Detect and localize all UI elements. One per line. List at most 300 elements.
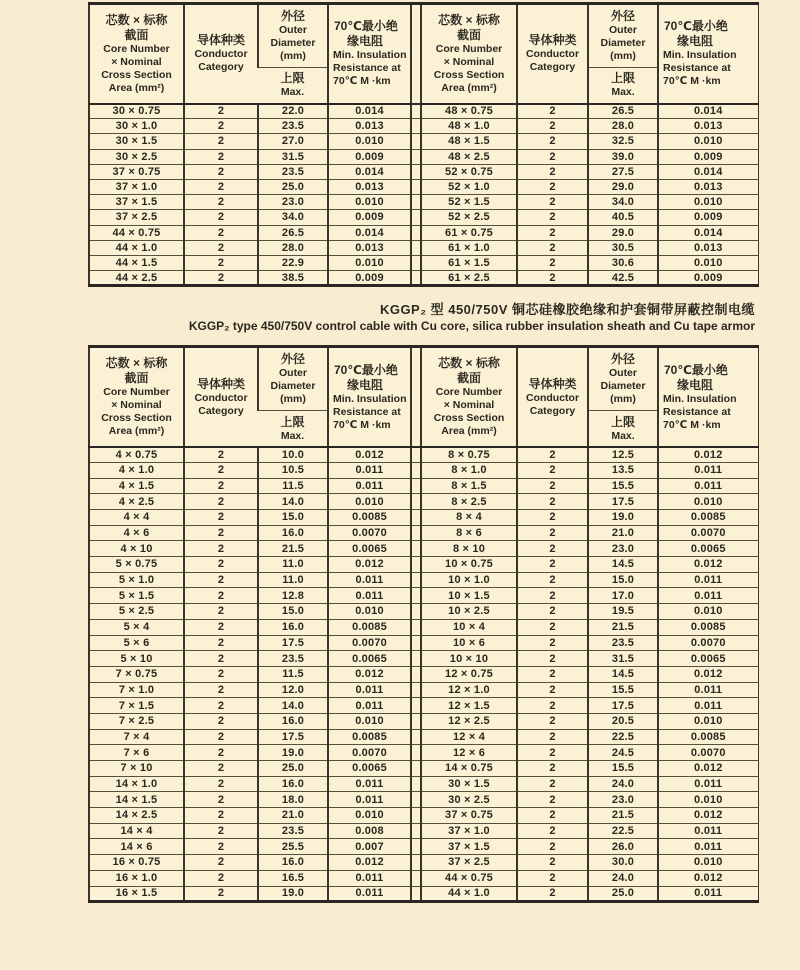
cell-core-size: 5 × 1.0 [89,572,184,588]
spacer-cell [411,134,421,149]
table-row [89,255,758,270]
cell-core-size: 14 × 6 [89,839,184,855]
header-conductor-en: Category [198,404,244,417]
header-conductor-en: Category [198,61,244,74]
table-row [89,635,758,651]
cell-outer-diameter-max: 31.5 [258,149,328,164]
cell-core-size: 30 × 1.0 [89,119,184,134]
cell-outer-diameter-max: 19.0 [588,510,658,526]
cell-outer-diameter-max: 42.5 [588,271,658,286]
cell-conductor-category: 2 [184,604,258,620]
cell-core-size: 4 × 6 [89,525,184,541]
cell-outer-diameter-max: 23.5 [258,164,328,179]
cell-min-insulation-resistance: 0.010 [328,195,411,210]
table-row [89,225,758,240]
header-resistance-zh: 缘电阻 [347,34,384,49]
cell-conductor-category: 2 [184,557,258,573]
spacer-cell [411,604,421,620]
cell-core-size: 44 × 1.0 [421,886,517,902]
cell-min-insulation-resistance: 0.010 [658,134,758,149]
cell-core-size: 52 × 2.5 [421,210,517,225]
cell-core-size: 30 × 1.5 [421,776,517,792]
cell-min-insulation-resistance: 0.009 [328,149,411,164]
cell-core-size: 44 × 1.5 [89,255,184,270]
spacer-cell [411,635,421,651]
header-core-en: × Nominal [111,55,162,68]
header-core-en: Cross Section [433,412,505,424]
header-resistance-zh: 70℃最小绝 [664,19,728,34]
cell-outer-diameter-max: 11.0 [258,572,328,588]
cell-conductor-category: 2 [184,447,258,463]
cell-outer-diameter-max: 19.0 [258,886,328,902]
cell-core-size: 30 × 2.5 [89,149,184,164]
table-row [89,870,758,886]
cell-core-size: 52 × 1.0 [421,179,517,194]
header-resistance-en: Min. Insulation [333,49,407,62]
cell-core-size: 10 × 10 [421,651,517,667]
cell-outer-diameter-max: 26.5 [588,104,658,119]
header-resistance-zh: 70℃最小绝 [664,362,728,377]
cell-min-insulation-resistance: 0.0070 [658,635,758,651]
cell-outer-diameter-max: 14.5 [588,557,658,573]
header-core-en: Cross Section [101,68,172,81]
cell-outer-diameter-max: 30.0 [588,855,658,871]
cell-conductor-category: 2 [517,713,588,729]
cell-core-size: 4 × 4 [89,510,184,526]
cell-min-insulation-resistance: 0.012 [658,557,758,573]
cell-min-insulation-resistance: 0.0070 [328,745,411,761]
cell-core-size: 48 × 1.0 [421,119,517,134]
cell-min-insulation-resistance: 0.008 [328,823,411,839]
cell-conductor-category: 2 [517,855,588,871]
header-core-en: Area (mm²) [108,425,165,437]
table-row [89,462,758,478]
cell-conductor-category: 2 [517,462,588,478]
cell-core-size: 14 × 2.5 [89,808,184,824]
cell-conductor-category: 2 [517,619,588,635]
cell-conductor-category: 2 [184,510,258,526]
cell-min-insulation-resistance: 0.011 [658,462,758,478]
cell-core-size: 12 × 1.5 [421,698,517,714]
header-min-insulation-resistance [328,4,411,104]
cell-outer-diameter-max: 28.0 [588,119,658,134]
cell-min-insulation-resistance: 0.011 [658,682,758,698]
cell-conductor-category: 2 [517,494,588,510]
cell-outer-diameter-max: 21.0 [258,808,328,824]
cell-conductor-category: 2 [184,541,258,557]
cell-min-insulation-resistance: 0.011 [658,588,758,604]
spacer-cell [411,104,421,119]
cell-min-insulation-resistance: 0.0085 [658,729,758,745]
cell-conductor-category: 2 [184,635,258,651]
cell-conductor-category: 2 [184,462,258,478]
cell-min-insulation-resistance: 0.011 [328,792,411,808]
cell-conductor-category: 2 [517,588,588,604]
cell-conductor-category: 2 [517,698,588,714]
header-core-en: × Nominal [443,399,495,411]
cell-min-insulation-resistance: 0.013 [328,179,411,194]
cable-spec-table-upper [88,2,757,287]
cell-core-size: 5 × 4 [89,619,184,635]
header-diameter-en: (mm) [610,393,636,406]
cell-conductor-category: 2 [517,572,588,588]
cell-min-insulation-resistance: 0.010 [658,604,758,620]
header-resistance-zh: 70℃最小绝 [334,362,398,377]
cell-min-insulation-resistance: 0.009 [658,149,758,164]
cell-min-insulation-resistance: 0.009 [328,271,411,286]
cell-conductor-category: 2 [184,729,258,745]
header-conductor-en: Conductor [194,391,248,404]
cell-min-insulation-resistance: 0.012 [328,666,411,682]
header-max-zh: 上限 [610,414,635,429]
cell-conductor-category: 2 [184,164,258,179]
cell-outer-diameter-max: 16.0 [258,619,328,635]
cell-outer-diameter-max: 22.0 [258,104,328,119]
cell-conductor-category: 2 [517,745,588,761]
header-diameter-max [588,68,658,104]
header-diameter-en: Diameter [600,380,646,393]
cell-conductor-category: 2 [517,255,588,270]
table-row [89,682,758,698]
cell-outer-diameter-max: 13.5 [588,462,658,478]
spacer-cell [411,855,421,871]
cell-conductor-category: 2 [517,525,588,541]
spacer-cell [411,179,421,194]
cell-conductor-category: 2 [517,839,588,855]
cable-spec-table [88,2,759,287]
cell-min-insulation-resistance: 0.012 [658,666,758,682]
cell-outer-diameter-max: 14.0 [258,698,328,714]
table-body [89,447,758,902]
cell-core-size: 48 × 0.75 [421,104,517,119]
cell-core-size: 14 × 1.0 [89,776,184,792]
cell-min-insulation-resistance: 0.011 [658,572,758,588]
spacer-cell [411,525,421,541]
spacer-cell [411,839,421,855]
table-row [89,713,758,729]
cell-conductor-category: 2 [184,823,258,839]
cell-conductor-category: 2 [517,164,588,179]
cell-core-size: 8 × 6 [421,525,517,541]
cell-outer-diameter-max: 17.5 [588,494,658,510]
cell-conductor-category: 2 [517,119,588,134]
header-min-insulation-resistance [328,347,411,447]
spacer-cell [411,271,421,286]
spacer-cell [411,541,421,557]
cell-outer-diameter-max: 27.5 [588,164,658,179]
header-conductor-category [184,4,258,104]
cell-outer-diameter-max: 18.0 [258,792,328,808]
cell-outer-diameter-max: 34.0 [588,195,658,210]
cell-core-size: 44 × 0.75 [89,225,184,240]
cell-outer-diameter-max: 15.0 [588,572,658,588]
cell-conductor-category: 2 [517,149,588,164]
cell-conductor-category: 2 [517,478,588,494]
cell-outer-diameter-max: 23.5 [258,651,328,667]
header-conductor-en: Conductor [525,391,580,404]
header-max-en: Max. [280,86,305,99]
cell-min-insulation-resistance: 0.0085 [328,619,411,635]
header-core-zh: 截面 [124,27,149,42]
spacer-cell [411,240,421,255]
spacer-cell [411,729,421,745]
cell-min-insulation-resistance: 0.0065 [658,651,758,667]
table-row [89,619,758,635]
table-row [89,651,758,667]
header-conductor-category [517,347,588,447]
spacer-cell [411,210,421,225]
cell-min-insulation-resistance: 0.011 [328,870,411,886]
cell-min-insulation-resistance: 0.011 [658,886,758,902]
table-row [89,886,758,902]
spacer-cell [411,886,421,902]
cell-core-size: 30 × 1.5 [89,134,184,149]
cell-min-insulation-resistance: 0.0085 [658,510,758,526]
cell-outer-diameter-max: 26.5 [258,225,328,240]
header-resistance-en: Resistance at [333,62,401,75]
spacer-cell [411,164,421,179]
cell-min-insulation-resistance: 0.012 [328,855,411,871]
header-core-zh: 截面 [456,27,481,42]
cell-core-size: 52 × 1.5 [421,195,517,210]
header-min-insulation-resistance [658,4,758,104]
cell-min-insulation-resistance: 0.014 [658,225,758,240]
cell-min-insulation-resistance: 0.010 [658,855,758,871]
cell-core-size: 12 × 0.75 [421,666,517,682]
cell-conductor-category: 2 [517,557,588,573]
header-resistance-zh: 缘电阻 [677,34,714,49]
cell-min-insulation-resistance: 0.010 [328,255,411,270]
spacer-cell [411,666,421,682]
table-row [89,666,758,682]
cell-outer-diameter-max: 39.0 [588,149,658,164]
cell-min-insulation-resistance: 0.013 [328,240,411,255]
cell-outer-diameter-max: 15.0 [258,604,328,620]
cell-min-insulation-resistance: 0.010 [658,713,758,729]
cell-outer-diameter-max: 15.0 [258,510,328,526]
cell-min-insulation-resistance: 0.014 [658,104,758,119]
cell-core-size: 16 × 1.0 [89,870,184,886]
cell-conductor-category: 2 [184,572,258,588]
cell-outer-diameter-max: 16.5 [258,870,328,886]
table-row [89,447,758,463]
table-row [89,510,758,526]
cell-outer-diameter-max: 25.0 [588,886,658,902]
spacer-cell [411,510,421,526]
cell-min-insulation-resistance: 0.009 [328,210,411,225]
cell-core-size: 10 × 0.75 [421,557,517,573]
header-conductor-zh: 导体种类 [196,33,245,48]
header-diameter-max [258,411,328,447]
spacer-cell [411,698,421,714]
header-max-en: Max. [611,86,635,99]
header-core-zh: 截面 [456,371,481,385]
header-diameter-en: Outer [608,24,637,36]
cell-outer-diameter-max: 23.0 [588,792,658,808]
cell-core-size: 7 × 0.75 [89,666,184,682]
cell-outer-diameter-max: 25.5 [258,839,328,855]
cell-min-insulation-resistance: 0.012 [658,447,758,463]
cell-min-insulation-resistance: 0.011 [328,588,411,604]
header-core-number [421,4,517,104]
cell-min-insulation-resistance: 0.009 [658,210,758,225]
cell-conductor-category: 2 [184,855,258,871]
cell-conductor-category: 2 [184,494,258,510]
header-outer-diameter [588,347,658,411]
cell-outer-diameter-max: 26.0 [588,839,658,855]
header-resistance-en: Resistance at [663,405,731,418]
cell-outer-diameter-max: 25.0 [258,179,328,194]
header-diameter-en: (mm) [280,50,306,62]
cell-core-size: 8 × 0.75 [421,447,517,463]
cell-core-size: 14 × 0.75 [421,761,517,777]
header-max-zh: 上限 [280,71,305,86]
header-core-zh: 截面 [124,371,149,385]
header-core-zh: 芯数 × 标称 [105,12,168,27]
spacer-column [411,347,421,447]
header-diameter-en: Diameter [600,37,646,49]
cable-spec-table [88,345,759,903]
table-row [89,478,758,494]
header-resistance-en: 70℃ M ·km [663,418,721,431]
cell-core-size: 10 × 2.5 [421,604,517,620]
cell-conductor-category: 2 [517,510,588,526]
spacer-cell [411,808,421,824]
cell-conductor-category: 2 [184,666,258,682]
cable-spec-table-kggp2 [88,345,757,903]
header-diameter-en: (mm) [280,393,306,406]
cell-outer-diameter-max: 16.0 [258,855,328,871]
cell-conductor-category: 2 [184,870,258,886]
cell-conductor-category: 2 [517,271,588,286]
table-row [89,195,758,210]
cell-core-size: 30 × 0.75 [89,104,184,119]
cell-core-size: 61 × 1.0 [421,240,517,255]
cell-min-insulation-resistance: 0.011 [328,682,411,698]
cell-conductor-category: 2 [184,682,258,698]
cell-conductor-category: 2 [184,792,258,808]
header-core-zh: 芯数 × 标称 [438,356,500,370]
cell-conductor-category: 2 [517,210,588,225]
cell-core-size: 12 × 1.0 [421,682,517,698]
cell-outer-diameter-max: 20.5 [588,713,658,729]
header-core-zh: 芯数 × 标称 [438,12,500,27]
cell-outer-diameter-max: 11.5 [258,666,328,682]
header-resistance-zh: 缘电阻 [347,377,384,392]
header-core-en: Core Number [435,42,503,55]
cell-outer-diameter-max: 21.5 [588,808,658,824]
table-row [89,761,758,777]
table-row [89,572,758,588]
header-conductor-zh: 导体种类 [528,376,577,391]
cell-core-size: 48 × 2.5 [421,149,517,164]
cell-core-size: 61 × 0.75 [421,225,517,240]
cell-conductor-category: 2 [517,823,588,839]
header-diameter-zh: 外径 [610,352,635,367]
cell-outer-diameter-max: 21.5 [588,619,658,635]
header-conductor-en: Category [529,404,576,417]
cell-core-size: 10 × 1.5 [421,588,517,604]
header-conductor-en: Conductor [194,48,248,61]
header-diameter-en: Outer [608,367,637,380]
header-diameter-max [588,411,658,447]
cell-core-size: 4 × 2.5 [89,494,184,510]
header-core-en: Core Number [103,42,170,55]
cell-conductor-category: 2 [517,195,588,210]
cell-outer-diameter-max: 21.5 [258,541,328,557]
cell-core-size: 37 × 1.5 [89,195,184,210]
header-diameter-max [258,68,328,104]
header-resistance-zh: 缘电阻 [677,377,714,392]
cell-core-size: 30 × 2.5 [421,792,517,808]
cell-conductor-category: 2 [184,776,258,792]
table-row [89,541,758,557]
header-conductor-en: Conductor [525,48,580,61]
cell-conductor-category: 2 [184,525,258,541]
cell-min-insulation-resistance: 0.011 [658,823,758,839]
table-row [89,808,758,824]
table-row [89,164,758,179]
cell-core-size: 12 × 2.5 [421,713,517,729]
cell-min-insulation-resistance: 0.010 [658,494,758,510]
table-row [89,134,758,149]
cell-conductor-category: 2 [184,255,258,270]
table-row [89,271,758,286]
header-outer-diameter [588,4,658,68]
cell-conductor-category: 2 [517,541,588,557]
header-diameter-en: Diameter [270,380,316,393]
cell-min-insulation-resistance: 0.011 [328,462,411,478]
cell-core-size: 7 × 1.0 [89,682,184,698]
cell-outer-diameter-max: 30.6 [588,255,658,270]
cell-core-size: 37 × 0.75 [421,808,517,824]
cell-outer-diameter-max: 15.5 [588,478,658,494]
cell-min-insulation-resistance: 0.011 [328,478,411,494]
cell-min-insulation-resistance: 0.012 [328,557,411,573]
cell-core-size: 44 × 1.0 [89,240,184,255]
header-resistance-en: Resistance at [663,62,731,75]
cell-core-size: 44 × 2.5 [89,271,184,286]
header-resistance-en: 70℃ M ·km [333,75,391,88]
header-conductor-en: Category [529,61,576,74]
cell-core-size: 5 × 0.75 [89,557,184,573]
cell-min-insulation-resistance: 0.012 [658,808,758,824]
table-row [89,729,758,745]
spacer-cell [411,713,421,729]
cell-core-size: 5 × 2.5 [89,604,184,620]
header-conductor-category [517,4,588,104]
cell-core-size: 16 × 1.5 [89,886,184,902]
header-core-en: Cross Section [101,412,172,424]
header-row [89,4,758,68]
header-core-number [89,4,184,104]
cell-min-insulation-resistance: 0.0085 [658,619,758,635]
header-resistance-en: Min. Insulation [663,49,737,62]
header-resistance-en: 70℃ M ·km [333,418,391,431]
table-row [89,104,758,119]
cell-conductor-category: 2 [517,729,588,745]
cell-outer-diameter-max: 24.5 [588,745,658,761]
table-row [89,745,758,761]
header-resistance-en: Min. Insulation [663,392,737,405]
cell-core-size: 4 × 10 [89,541,184,557]
header-core-en: × Nominal [111,399,162,411]
cell-core-size: 8 × 4 [421,510,517,526]
cell-core-size: 8 × 1.5 [421,478,517,494]
header-resistance-zh: 70℃最小绝 [334,19,398,34]
cell-outer-diameter-max: 24.0 [588,870,658,886]
cell-min-insulation-resistance: 0.010 [328,604,411,620]
